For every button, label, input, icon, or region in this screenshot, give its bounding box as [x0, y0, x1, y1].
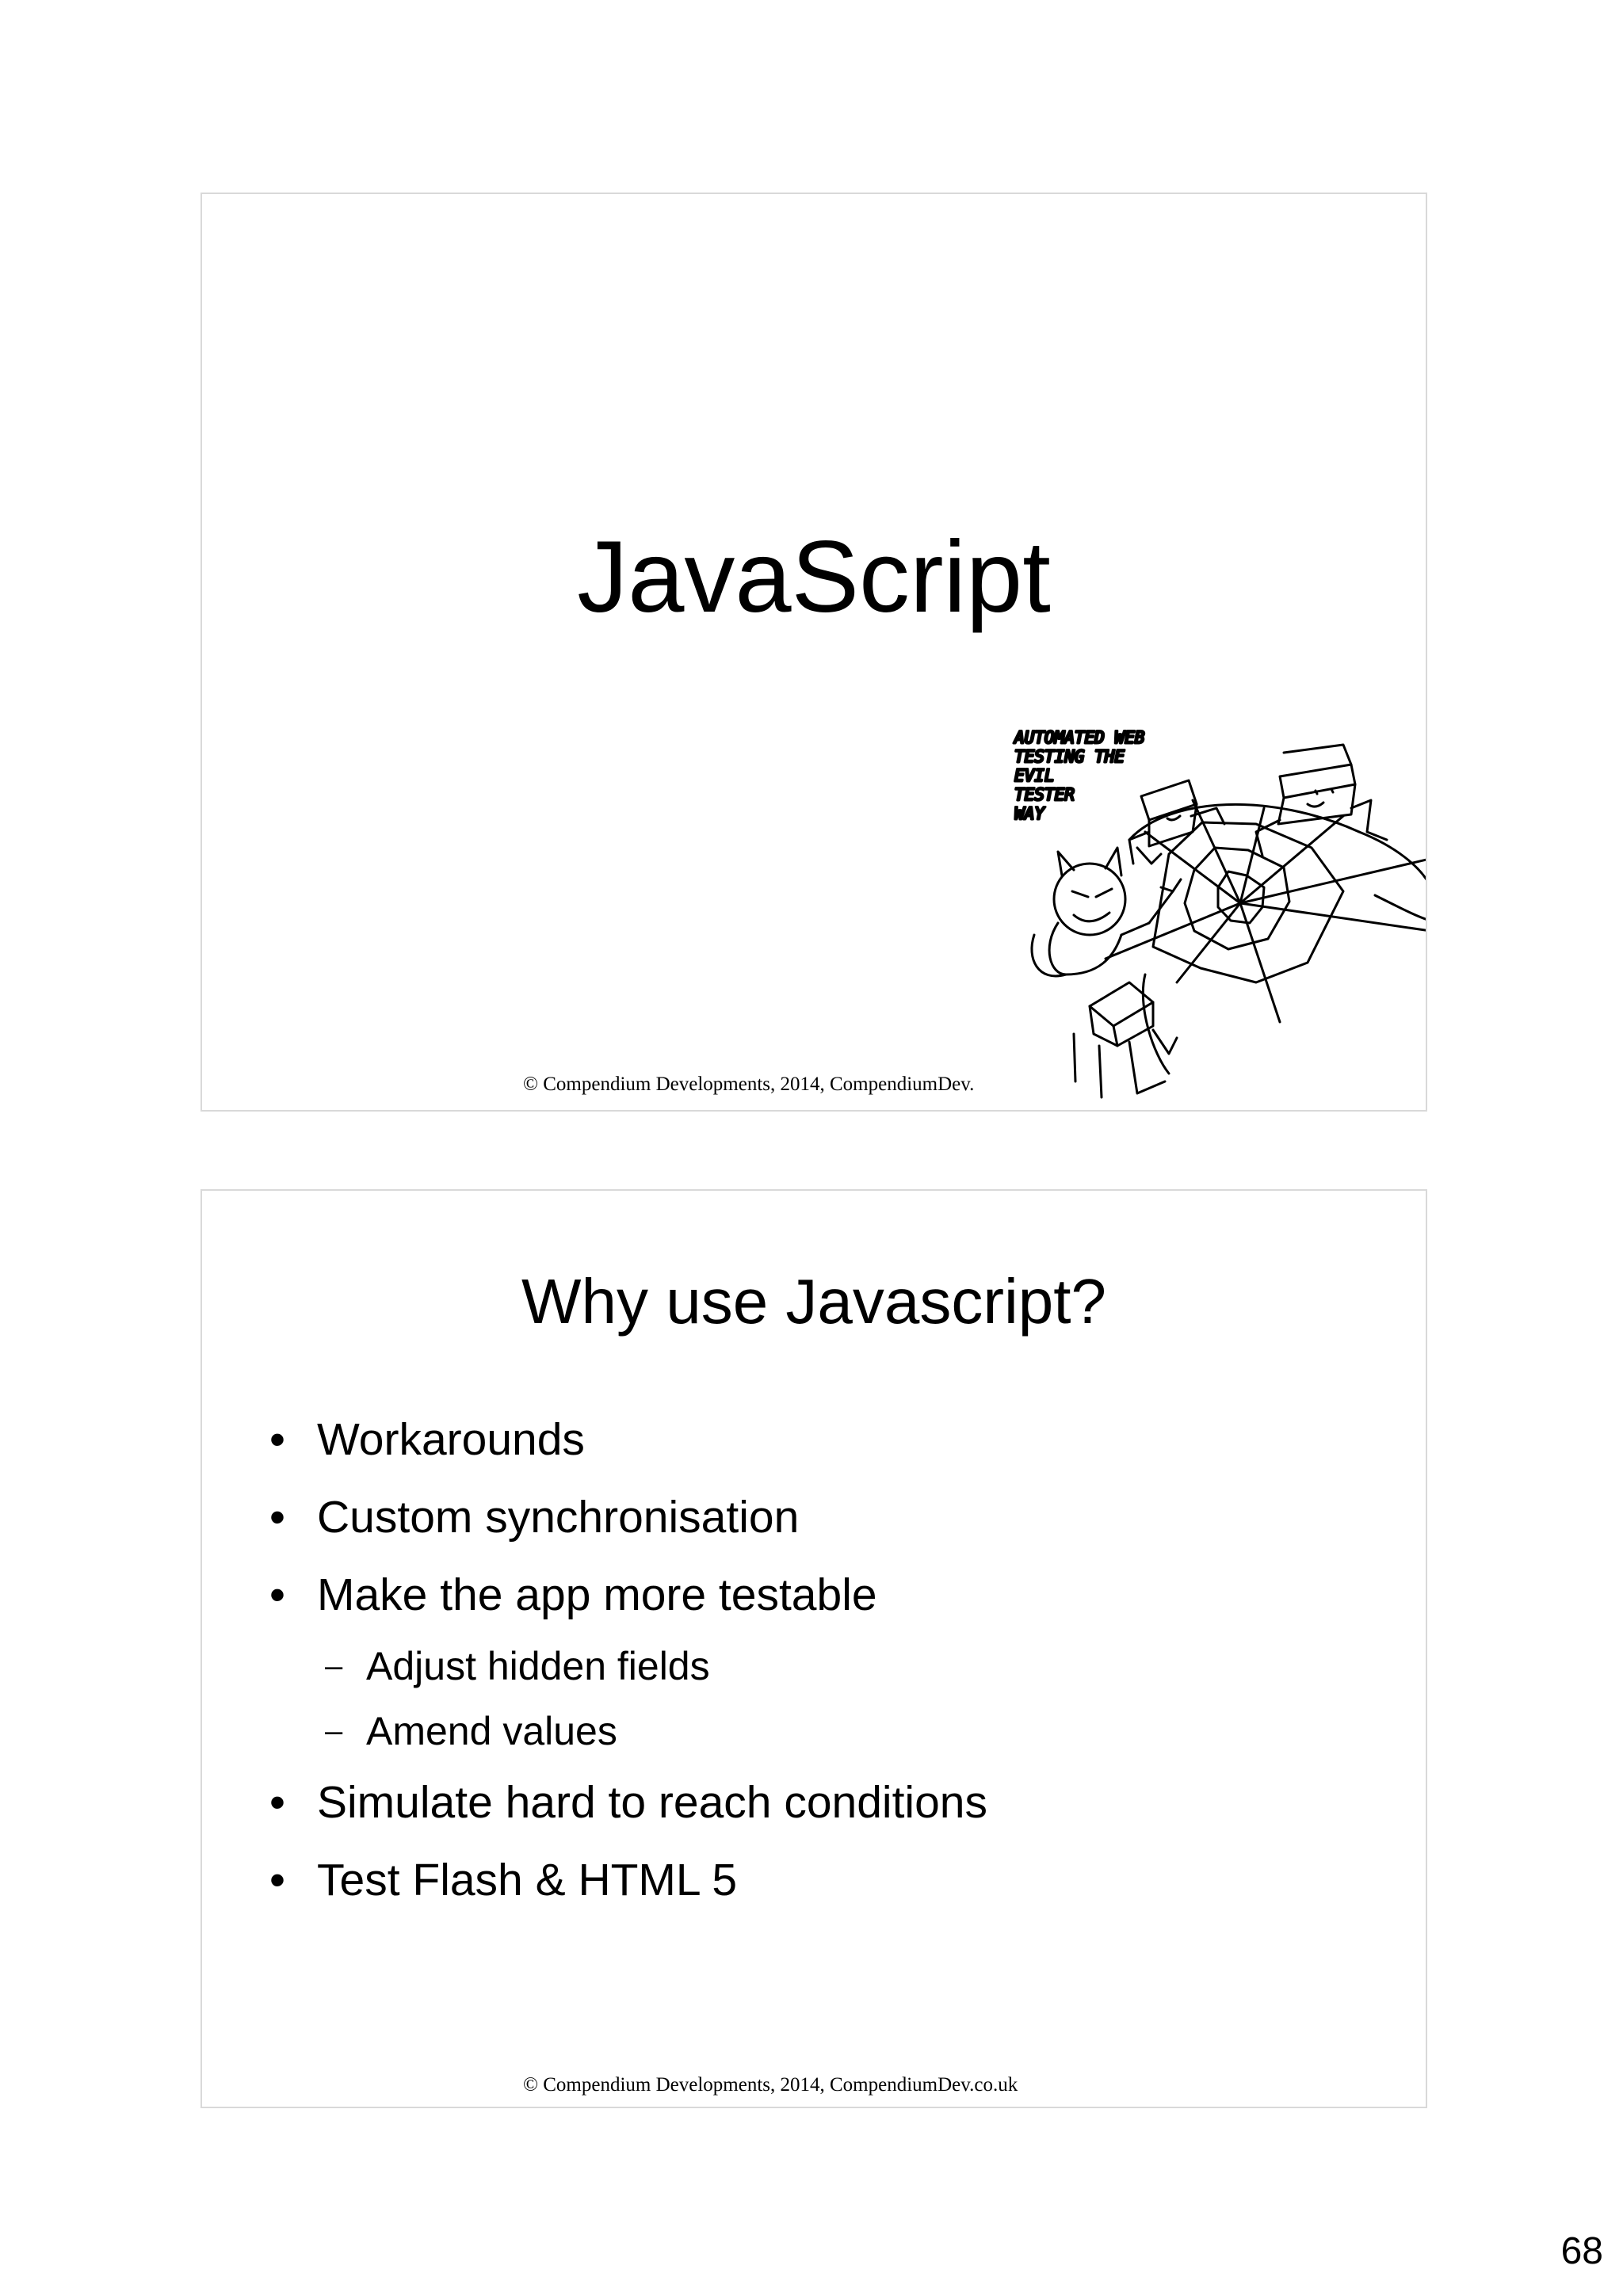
bullet-text: Make the app more testable: [317, 1569, 877, 1620]
sub-bullet-list: [269, 1634, 1379, 1764]
bullet-icon: •: [269, 1855, 285, 1905]
illustration-text-line: AUTOMATED WEB: [1014, 728, 1145, 747]
bullet-item: [269, 1764, 1379, 1841]
slide-title: JavaScript: [577, 521, 1051, 634]
dash-icon: –: [325, 1649, 343, 1684]
bullet-item: [269, 1478, 1379, 1556]
evil-tester-web-illustration: [1010, 721, 1427, 1112]
slide-javascript: [200, 193, 1427, 1112]
bullet-item: [269, 1401, 1379, 1478]
sub-bullet-text: Adjust hidden fields: [366, 1644, 710, 1688]
dash-icon: –: [325, 1714, 343, 1749]
illustration-text-line: TESTER: [1014, 785, 1075, 804]
sub-bullet-text: Amend values: [366, 1709, 617, 1753]
bullet-icon: •: [269, 1777, 285, 1828]
bullet-list: [269, 1401, 1379, 1634]
slide-why-use-javascript: [200, 1189, 1427, 2108]
slide-footer: © Compendium Developments, 2014, CompendiumDev.co.uk: [523, 2074, 1018, 2096]
page-number: 68: [1560, 2230, 1603, 2272]
bullet-text: Workarounds: [317, 1414, 585, 1465]
bullet-text: Simulate hard to reach conditions: [317, 1777, 987, 1828]
devil-character-icon: [1032, 848, 1181, 976]
bullet-text: Custom synchronisation: [317, 1492, 800, 1543]
bullet-item: [269, 1841, 1379, 1919]
slide-title: Why use Javascript?: [521, 1266, 1107, 1337]
slide-footer: © Compendium Developments, 2014, CompendiumDev.: [523, 1074, 975, 1095]
illustration-text-line: EVIL: [1014, 766, 1055, 785]
sub-bullet-item: [269, 1634, 1379, 1699]
illustration-text-line: WAY: [1014, 804, 1044, 823]
stick-figure-icon: [1074, 982, 1177, 1097]
sub-bullet-item: [269, 1699, 1379, 1764]
bullet-icon: •: [269, 1569, 285, 1620]
stick-figure-icon: [1256, 745, 1387, 856]
bullet-text: Test Flash & HTML 5: [317, 1855, 738, 1905]
bullet-icon: •: [269, 1414, 285, 1465]
illustration-text-line: TESTING THE: [1014, 747, 1125, 766]
bullet-item: [269, 1556, 1379, 1634]
bullet-icon: •: [269, 1492, 285, 1543]
bullet-list: [269, 1764, 1379, 1919]
